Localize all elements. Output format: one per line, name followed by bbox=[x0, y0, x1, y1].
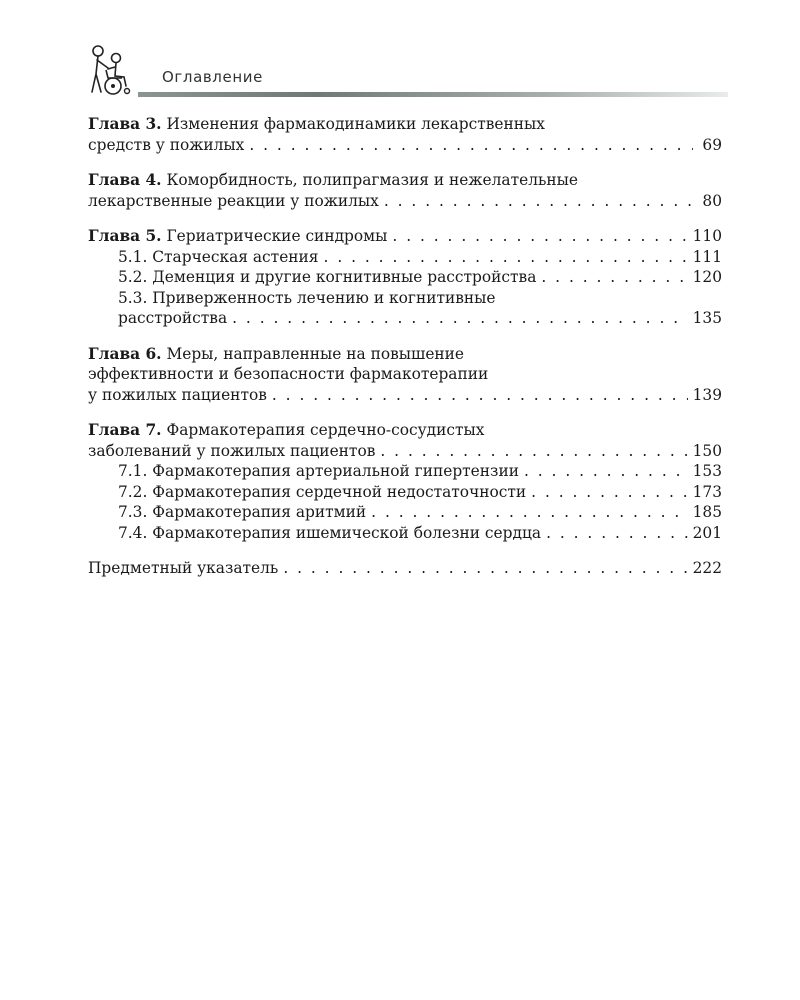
toc-entry-line[interactable] bbox=[88, 385, 722, 406]
toc-subsection-line[interactable] bbox=[88, 267, 722, 288]
entry-text: расстройства bbox=[118, 309, 228, 327]
entry-text: эффективности и безопасности фармакотерапии bbox=[88, 365, 489, 383]
page-number: 69 bbox=[702, 135, 722, 154]
entry-text: 7.3. Фармакотерапия аритмий bbox=[118, 503, 367, 521]
entry-text: 7.2. Фармакотерапия сердечной недостаточности bbox=[118, 482, 527, 501]
toc-subsection-line[interactable] bbox=[88, 308, 722, 329]
entry-text: Гериатрические синдромы bbox=[166, 227, 388, 245]
chapter-label: Глава 7. bbox=[88, 421, 162, 439]
toc-chapter bbox=[88, 344, 722, 406]
toc-subsection-line[interactable] bbox=[88, 502, 722, 523]
dot-leader bbox=[384, 191, 693, 212]
toc-entry-line[interactable] bbox=[88, 558, 722, 579]
toc-chapter bbox=[88, 170, 722, 211]
page-header bbox=[80, 42, 728, 102]
toc-entry-line[interactable] bbox=[88, 364, 722, 385]
header-rule bbox=[138, 92, 728, 97]
chapter-label: Глава 6. bbox=[88, 344, 162, 363]
page-number: 111 bbox=[692, 247, 722, 266]
entry-text: средств у пожилых bbox=[88, 135, 245, 154]
toc-entry-line[interactable] bbox=[88, 191, 722, 212]
page-number: 80 bbox=[702, 191, 722, 210]
toc-subsection-line[interactable] bbox=[88, 482, 722, 503]
entry-text: заболеваний у пожилых пациентов bbox=[88, 441, 376, 460]
chapter-label: Глава 5. bbox=[88, 227, 162, 245]
toc-entry-line[interactable] bbox=[88, 344, 722, 365]
dot-leader bbox=[283, 558, 687, 579]
entry-text: Изменения фармакодинамики лекарственных bbox=[166, 115, 545, 133]
dot-leader bbox=[371, 502, 687, 523]
dot-leader bbox=[546, 523, 688, 544]
toc-chapter bbox=[88, 114, 722, 155]
toc-entry-line[interactable] bbox=[88, 135, 722, 156]
toc-entry-line[interactable] bbox=[88, 226, 722, 247]
dot-leader bbox=[524, 461, 688, 482]
entry-text: Меры, направленные на повышение bbox=[166, 344, 465, 363]
dot-leader bbox=[232, 308, 687, 329]
toc-entry-line[interactable] bbox=[88, 170, 722, 191]
entry-text: 5.3. Приверженность лечению и когнитивные bbox=[118, 288, 496, 307]
entry-text: лекарственные реакции у пожилых bbox=[88, 191, 379, 210]
toc-entry-line[interactable] bbox=[88, 441, 722, 462]
toc-entry-line[interactable] bbox=[88, 420, 722, 441]
toc-entry-line[interactable] bbox=[88, 114, 722, 135]
page-number: 222 bbox=[692, 559, 722, 577]
entry-text: 7.4. Фармакотерапия ишемической болезни сердца bbox=[118, 523, 542, 542]
dot-leader bbox=[272, 385, 688, 406]
page-number: 135 bbox=[692, 309, 722, 327]
page-number: 153 bbox=[692, 462, 722, 480]
chapter-label: Глава 3. bbox=[88, 115, 162, 133]
toc-subsection-line[interactable] bbox=[88, 247, 722, 268]
entry-text: 5.1. Старческая астения bbox=[118, 247, 319, 266]
entry-text: у пожилых пациентов bbox=[88, 385, 267, 404]
page-number: 150 bbox=[692, 441, 722, 460]
entry-text: 5.2. Деменция и другие когнитивные расстройства bbox=[118, 268, 537, 286]
chapter-label: Глава 4. bbox=[88, 171, 162, 189]
toc-subsection-line[interactable] bbox=[88, 461, 722, 482]
page-number: 201 bbox=[692, 523, 722, 542]
entry-text: Предметный указатель bbox=[88, 559, 279, 577]
table-of-contents bbox=[88, 114, 722, 594]
elderly-wheelchair-icon bbox=[86, 44, 134, 96]
toc-chapter bbox=[88, 558, 722, 579]
page-number: 185 bbox=[692, 503, 722, 521]
toc-chapter bbox=[88, 226, 722, 329]
page-number: 139 bbox=[692, 385, 722, 404]
dot-leader bbox=[541, 267, 687, 288]
dot-leader bbox=[324, 247, 688, 268]
dot-leader bbox=[249, 135, 693, 156]
dot-leader bbox=[392, 226, 687, 247]
page-number: 110 bbox=[692, 227, 722, 245]
toc-subsection-line[interactable] bbox=[88, 523, 722, 544]
dot-leader bbox=[531, 482, 687, 503]
page-number: 173 bbox=[692, 482, 722, 501]
entry-text: 7.1. Фармакотерапия артериальной гипертензии bbox=[118, 462, 519, 480]
toc-chapter bbox=[88, 420, 722, 543]
page-title: Оглавление bbox=[162, 68, 263, 86]
toc-subsection-line[interactable] bbox=[88, 288, 722, 309]
entry-text: Фармакотерапия сердечно-сосудистых bbox=[166, 421, 485, 439]
entry-text: Коморбидность, полипрагмазия и нежелательные bbox=[166, 171, 578, 189]
dot-leader bbox=[380, 441, 687, 462]
page-number: 120 bbox=[692, 268, 722, 286]
